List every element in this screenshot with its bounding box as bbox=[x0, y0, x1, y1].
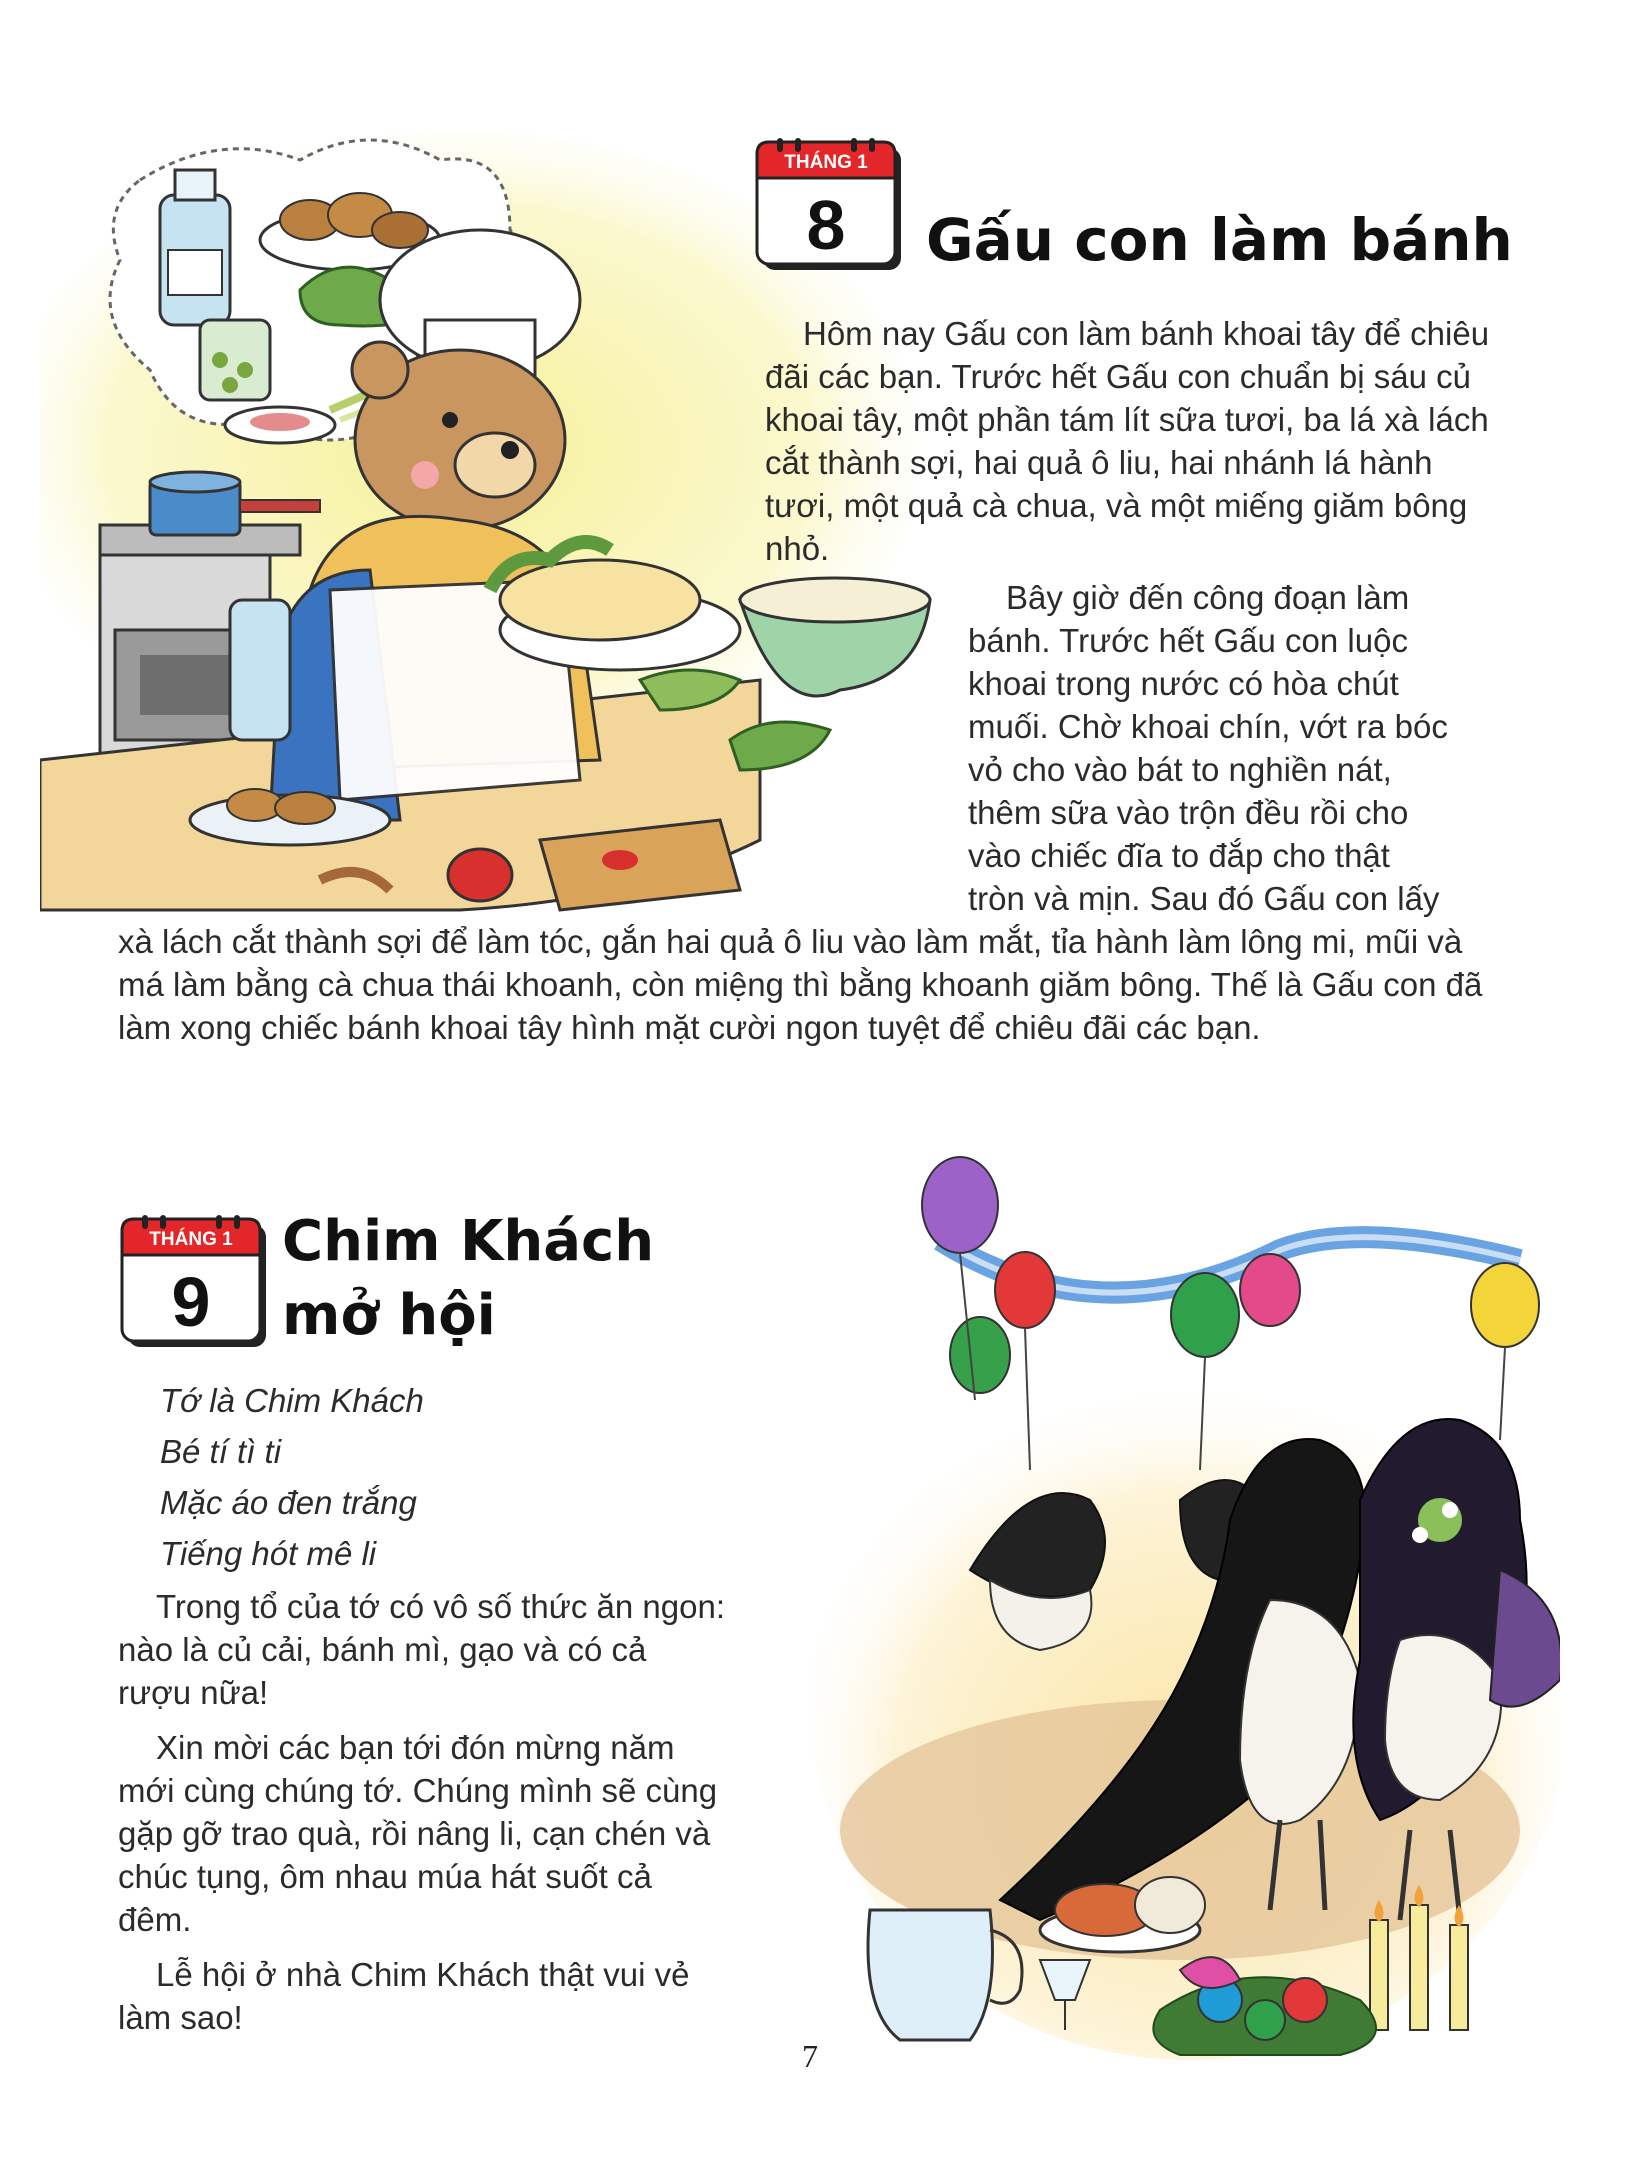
text-line: thêm sữa vào trộn đều rồi cho bbox=[968, 794, 1409, 831]
text-line: Bây giờ đến công đoạn làm bbox=[1006, 579, 1410, 616]
text-line: tròn và mịn. Sau đó Gấu con lấy bbox=[968, 880, 1440, 917]
calendar-month: THÁNG 1 bbox=[149, 1229, 233, 1250]
paragraph-text: Xin mời các bạn tới đón mừng năm mới cùng chúng tớ. Chúng mình sẽ cùng gặp gỡ trao quà, rồi nâng li, cạn chén và chúc tụng, ôm nhau múa hát suốt cả đêm. bbox=[118, 1729, 718, 1938]
text-line: vào chiếc đĩa to đắp cho thật bbox=[968, 837, 1390, 874]
text-line: vỏ cho vào bát to nghiền nát, bbox=[968, 751, 1392, 788]
story-title: Gấu con làm bánh bbox=[926, 206, 1513, 274]
paragraph-text: xà lách cắt thành sợi để làm tóc, gắn hai quả ô liu vào làm mắt, tỉa hành làm lông mi, mũi và má làm bằng cà chua thái khoanh, còn miệng thì bằng khoanh giăm bông. Thế là Gấu con đã làm xong chiếc bánh khoai tây hình mặt cười ngon tuyệt để chiêu đãi các bạn. bbox=[118, 923, 1483, 1046]
calendar-day: 9 bbox=[171, 1263, 211, 1341]
text-line: bánh. Trước hết Gấu con luộc bbox=[968, 622, 1408, 659]
story-title bbox=[282, 1205, 654, 1353]
story-paragraph-continued bbox=[118, 920, 1513, 1049]
story-paragraph bbox=[765, 312, 1505, 570]
poem-line: Tiếng hót mê li bbox=[160, 1535, 377, 1572]
story-title-line: mở hội bbox=[282, 1283, 496, 1348]
poem-line: Tớ là Chim Khách bbox=[160, 1382, 424, 1419]
paragraph-text: Hôm nay Gấu con làm bánh khoai tây để chiêu đãi các bạn. Trước hết Gấu con chuẩn bị sáu củ khoai tây, một phần tám lít sữa tươi, ba lá xà lách cắt thành sợi, hai quả ô liu, hai nhánh lá hành tươi, một quả cà chua, và một miếng giăm bông nhỏ. bbox=[765, 315, 1490, 567]
calendar-badge-day-8 bbox=[755, 138, 905, 274]
calendar-badge-day-9 bbox=[120, 1215, 270, 1351]
paragraph-text: Lễ hội ở nhà Chim Khách thật vui vẻ làm sao! bbox=[118, 1956, 690, 2036]
story-body bbox=[118, 1585, 728, 2039]
page-number: 7 bbox=[802, 2038, 818, 2074]
magpie-party-illustration bbox=[800, 1140, 1560, 2060]
poem bbox=[160, 1375, 720, 1579]
text-line: khoai trong nước có hòa chút bbox=[968, 665, 1399, 702]
story-paragraph-wrapped bbox=[968, 576, 1528, 920]
story-title-line: Chim Khách bbox=[282, 1209, 655, 1274]
calendar-month: THÁNG 1 bbox=[784, 152, 868, 173]
poem-line: Mặc áo đen trắng bbox=[160, 1484, 417, 1521]
paragraph-text: Trong tổ của tớ có vô số thức ăn ngon: nào là củ cải, bánh mì, gạo và có cả rượu nữa! bbox=[118, 1588, 725, 1711]
text-line: muối. Chờ khoai chín, vớt ra bóc bbox=[968, 708, 1448, 745]
calendar-day: 8 bbox=[806, 186, 846, 264]
poem-line: Bé tí tì ti bbox=[160, 1433, 282, 1470]
